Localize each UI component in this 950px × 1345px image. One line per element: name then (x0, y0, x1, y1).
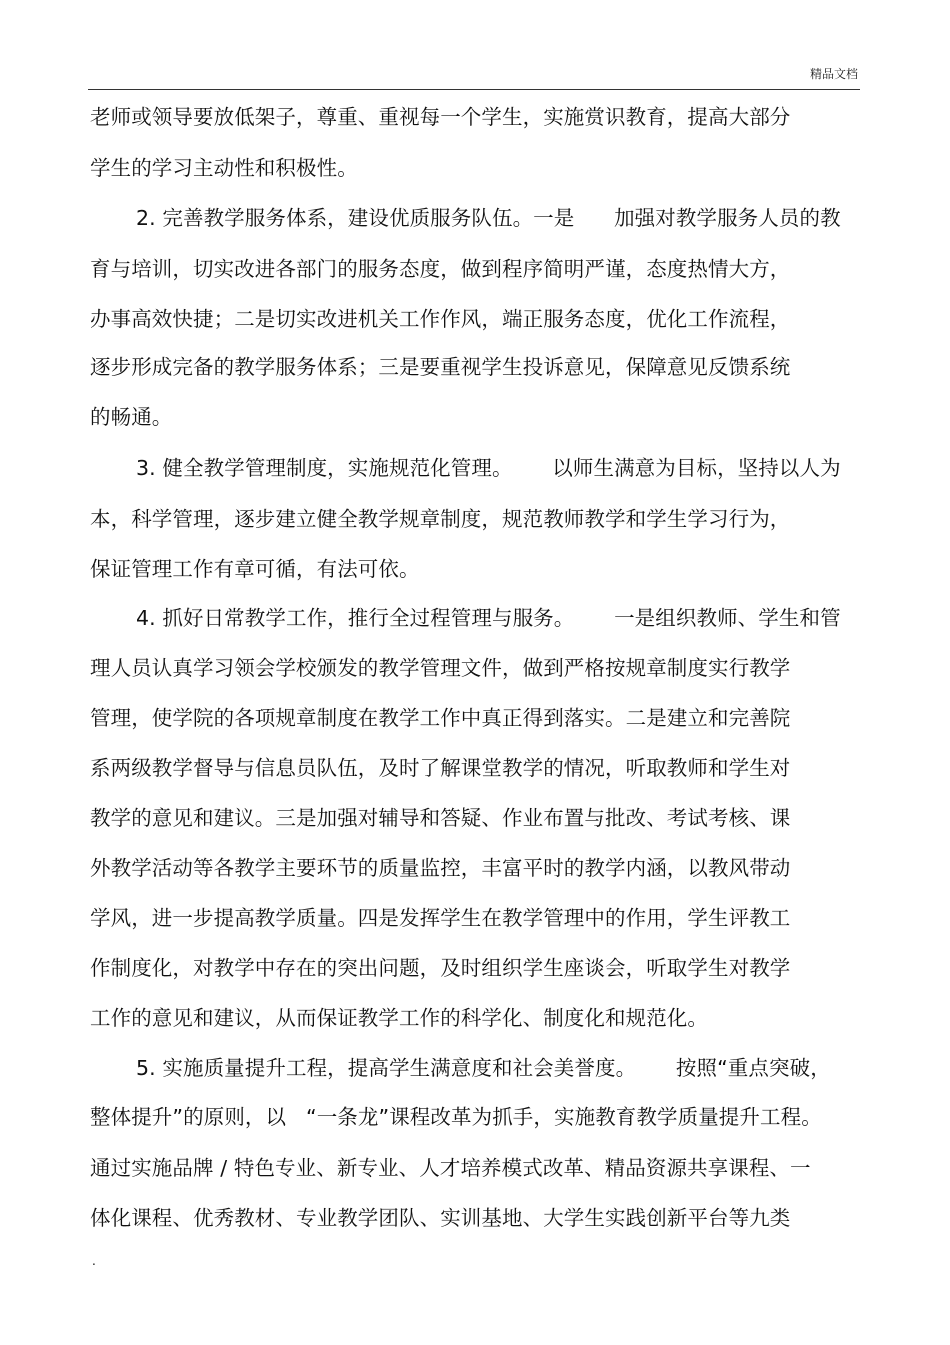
body-line: 理人员认真学习领会学校颁发的教学管理文件，做到严格按规章制度实行教学 (90, 656, 791, 680)
body-line: 体化课程、优秀教材、专业教学团队、实训基地、大学生实践创新平台等九类 (90, 1206, 791, 1230)
body-line: 本，科学管理，逐步建立健全教学规章制度，规范教师教学和学生学习行为， (90, 507, 791, 531)
body-line: 外教学活动等各教学主要环节的质量监控，丰富平时的教学内涵，以教风带动 (90, 856, 791, 880)
footer-mark: . (92, 1254, 96, 1268)
body-line: 办事高效快捷；二是切实改进机关工作作风，端正服务态度，优化工作流程， (90, 307, 791, 331)
body-line: 通过实施品牌 / 特色专业、新专业、人才培养模式改革、精品资源共享课程、一 (90, 1156, 811, 1180)
header-divider (88, 89, 860, 90)
body-line: 管理，使学院的各项规章制度在教学工作中真正得到落实。二是建立和完善院 (90, 706, 791, 730)
body-line: 5. 实施质量提升工程，提高学生满意度和社会美誉度。 按照“重点突破， (136, 1056, 831, 1080)
body-line: 教学的意见和建议。三是加强对辅导和答疑、作业布置与批改、考试考核、课 (90, 806, 791, 830)
body-line: 3. 健全教学管理制度，实施规范化管理。 以师生满意为目标，坚持以人为 (136, 456, 841, 480)
body-line: 2. 完善教学服务体系，建设优质服务队伍。一是 加强对教学服务人员的教 (136, 206, 841, 230)
body-line: 学风，进一步提高教学质量。四是发挥学生在教学管理中的作用，学生评教工 (90, 906, 791, 930)
body-line: 老师或领导要放低架子，尊重、重视每一个学生，实施赏识教育，提高大部分 (90, 105, 791, 129)
body-line: 作制度化，对教学中存在的突出问题，及时组织学生座谈会，听取学生对教学 (90, 956, 791, 980)
body-line: 整体提升”的原则，以 “一条龙”课程改革为抓手，实施教育教学质量提升工程。 (90, 1105, 822, 1129)
body-line: 学生的学习主动性和积极性。 (90, 156, 358, 180)
body-line: 的畅通。 (90, 405, 173, 429)
body-line: 4. 抓好日常教学工作，推行全过程管理与服务。 一是组织教师、学生和管 (136, 606, 841, 630)
body-line: 育与培训，切实改进各部门的服务态度，做到程序简明严谨，态度热情大方， (90, 257, 791, 281)
body-line: 系两级教学督导与信息员队伍，及时了解课堂教学的情况，听取教师和学生对 (90, 756, 791, 780)
header-label: 精品文档 (809, 67, 858, 81)
body-line: 逐步形成完备的教学服务体系；三是要重视学生投诉意见，保障意见反馈系统 (90, 355, 791, 379)
body-line: 保证管理工作有章可循，有法可依。 (90, 557, 420, 581)
body-line: 工作的意见和建议，从而保证教学工作的科学化、制度化和规范化。 (90, 1006, 708, 1030)
